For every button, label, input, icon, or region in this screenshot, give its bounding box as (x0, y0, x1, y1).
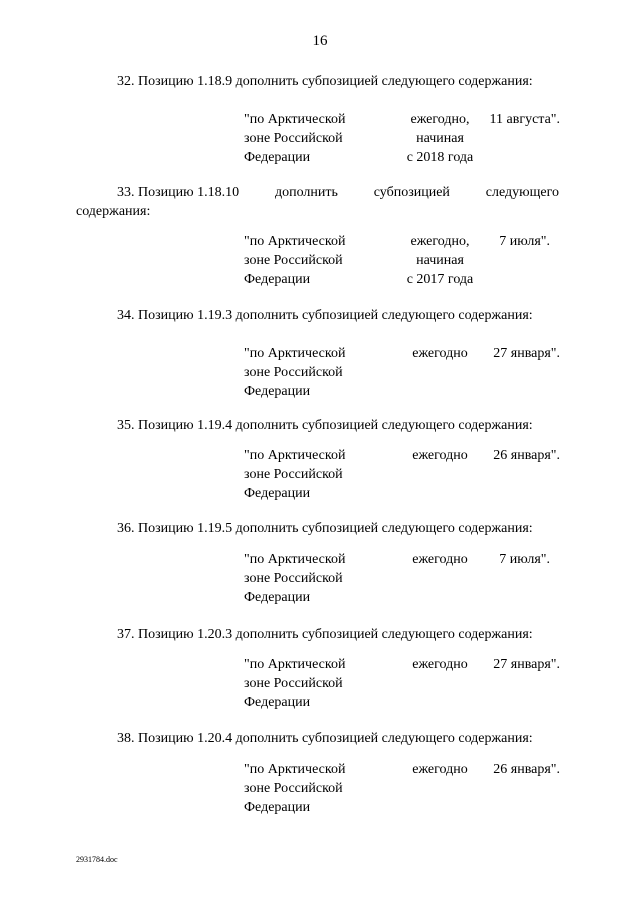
subposition-period-line: ежегодно (412, 552, 468, 567)
item-heading-continuation: содержания: (76, 204, 151, 219)
subposition-date: 27 января". (493, 657, 560, 672)
subposition-period-line: ежегодно (412, 346, 468, 361)
subposition-name (244, 760, 345, 817)
subposition-period (390, 446, 490, 465)
subposition-name-line: "по Арктической (244, 657, 346, 672)
subposition-name-line: "по Арктической (244, 346, 346, 361)
item-heading (117, 183, 559, 202)
subposition-name-line: Федерации (244, 150, 311, 165)
subposition-date: 26 января". (493, 762, 560, 777)
subposition-date: 11 августа". (489, 112, 560, 127)
subposition-name-line: Федерации (244, 272, 311, 287)
subposition-period-line: ежегодно (412, 448, 468, 463)
subposition-date: 27 января". (493, 346, 560, 361)
page-number: 16 (312, 33, 328, 49)
subposition-name-line: "по Арктической (244, 234, 346, 249)
subposition-name (244, 110, 345, 167)
subposition-period-line: с 2017 года (406, 272, 474, 287)
item-heading: 37. Позицию 1.20.3 дополнить субпозицией следующего содержания: (117, 627, 533, 642)
heading-word: следующего (485, 185, 559, 200)
subposition-name-line: зоне Российской (244, 781, 343, 796)
subposition-name (244, 655, 345, 712)
subposition-name-line: "по Арктической (244, 552, 346, 567)
subposition-name-line: зоне Российской (244, 467, 343, 482)
heading-word: 33. Позицию 1.18.10 (117, 185, 240, 200)
subposition-period (390, 655, 490, 674)
subposition-name (244, 446, 345, 503)
subposition-name-line: Федерации (244, 695, 311, 710)
subposition-period-line: ежегодно, (410, 112, 470, 127)
item-heading: 32. Позицию 1.18.9 дополнить субпозицией следующего содержания: (117, 74, 533, 89)
heading-word: субпозицией (373, 185, 450, 200)
subposition-name-line: "по Арктической (244, 112, 346, 127)
subposition-name-line: зоне Российской (244, 253, 343, 268)
subposition-period (390, 760, 490, 779)
subposition-name (244, 232, 345, 289)
subposition-date: 7 июля". (499, 552, 550, 567)
subposition-name (244, 344, 345, 401)
subposition-name-line: зоне Российской (244, 365, 343, 380)
item-heading: 38. Позицию 1.20.4 дополнить субпозицией следующего содержания: (117, 731, 533, 746)
item-heading: 35. Позицию 1.19.4 дополнить субпозицией следующего содержания: (117, 418, 533, 433)
item-heading: 34. Позицию 1.19.3 дополнить субпозицией следующего содержания: (117, 308, 533, 323)
subposition-name-line: "по Арктической (244, 448, 346, 463)
subposition-name-line: зоне Российской (244, 131, 343, 146)
subposition-name-line: зоне Российской (244, 571, 343, 586)
subposition-date: 26 января". (493, 448, 560, 463)
subposition-period (390, 110, 490, 167)
subposition-name-line: Федерации (244, 486, 311, 501)
subposition-name-line: Федерации (244, 384, 311, 399)
heading-word: дополнить (274, 185, 338, 200)
subposition-period-line: ежегодно (412, 657, 468, 672)
subposition-name-line: Федерации (244, 800, 311, 815)
subposition-name-line: зоне Российской (244, 676, 343, 691)
document-filename: 2931784.doc (76, 855, 118, 864)
subposition-name-line: "по Арктической (244, 762, 346, 777)
item-heading: 36. Позицию 1.19.5 дополнить субпозицией следующего содержания: (117, 521, 533, 536)
subposition-date: 7 июля". (499, 234, 550, 249)
subposition-name-line: Федерации (244, 590, 311, 605)
subposition-period-line: ежегодно, (410, 234, 470, 249)
subposition-period-line: с 2018 года (406, 150, 474, 165)
subposition-name (244, 550, 345, 607)
subposition-period (390, 344, 490, 363)
subposition-period-line: начиная (416, 131, 464, 146)
subposition-period-line: начиная (416, 253, 464, 268)
subposition-period-line: ежегодно (412, 762, 468, 777)
